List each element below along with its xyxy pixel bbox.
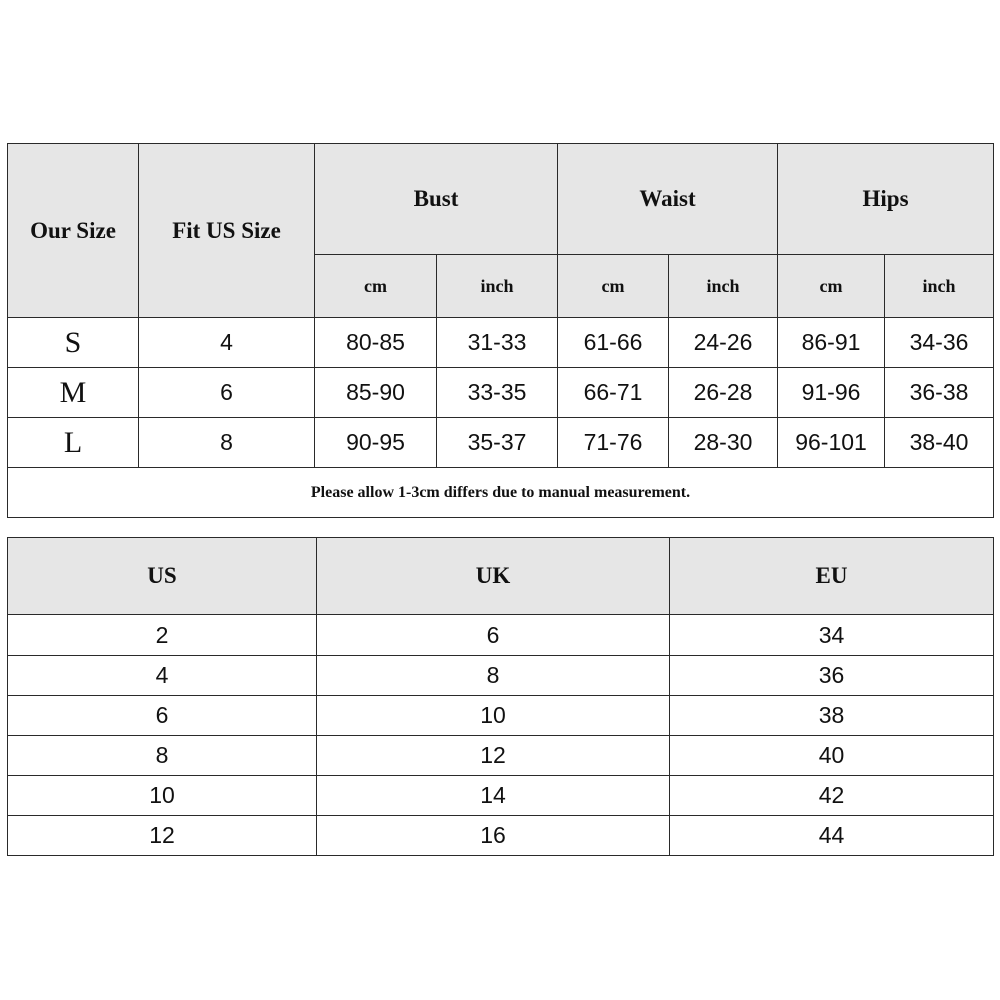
waist-inch-cell: 28-30	[669, 418, 778, 468]
hips-inch-cell: 34-36	[885, 318, 994, 368]
uk-cell: 14	[317, 776, 670, 816]
bust-inch-cell: 33-35	[437, 368, 558, 418]
waist-inch-cell: 26-28	[669, 368, 778, 418]
measurement-note: Please allow 1-3cm differs due to manual measurement.	[8, 468, 994, 518]
header-hips: Hips	[778, 144, 994, 255]
header-waist-cm: cm	[558, 255, 669, 318]
hips-cm-cell: 96-101	[778, 418, 885, 468]
us-cell: 4	[8, 656, 317, 696]
size-chart-table	[7, 143, 994, 518]
table-row	[8, 368, 994, 418]
waist-cm-cell: 71-76	[558, 418, 669, 468]
size-cell: M	[8, 368, 139, 418]
us-cell: 10	[8, 776, 317, 816]
header-waist: Waist	[558, 144, 778, 255]
us-cell: 6	[8, 696, 317, 736]
eu-cell: 36	[670, 656, 994, 696]
eu-cell: 44	[670, 816, 994, 856]
uk-cell: 10	[317, 696, 670, 736]
size-conversion-table	[7, 537, 994, 856]
hips-inch-cell: 36-38	[885, 368, 994, 418]
header-waist-inch: inch	[669, 255, 778, 318]
waist-inch-cell: 24-26	[669, 318, 778, 368]
header-hips-inch: inch	[885, 255, 994, 318]
eu-cell: 42	[670, 776, 994, 816]
uk-cell: 8	[317, 656, 670, 696]
table-row	[8, 418, 994, 468]
us-size-cell: 4	[139, 318, 315, 368]
uk-cell: 16	[317, 816, 670, 856]
table-row	[8, 656, 994, 696]
eu-cell: 40	[670, 736, 994, 776]
us-cell: 2	[8, 615, 317, 656]
header-bust-cm: cm	[315, 255, 437, 318]
bust-cm-cell: 80-85	[315, 318, 437, 368]
uk-cell: 12	[317, 736, 670, 776]
header-eu: EU	[670, 538, 994, 615]
bust-cm-cell: 90-95	[315, 418, 437, 468]
table-row	[8, 318, 994, 368]
header-bust: Bust	[315, 144, 558, 255]
eu-cell: 38	[670, 696, 994, 736]
waist-cm-cell: 61-66	[558, 318, 669, 368]
size-cell: L	[8, 418, 139, 468]
header-fit-us-size: Fit US Size	[139, 144, 315, 318]
hips-cm-cell: 91-96	[778, 368, 885, 418]
table-row	[8, 615, 994, 656]
bust-inch-cell: 31-33	[437, 318, 558, 368]
header-bust-inch: inch	[437, 255, 558, 318]
us-cell: 12	[8, 816, 317, 856]
bust-cm-cell: 85-90	[315, 368, 437, 418]
hips-cm-cell: 86-91	[778, 318, 885, 368]
size-cell: S	[8, 318, 139, 368]
table-row	[8, 736, 994, 776]
uk-cell: 6	[317, 615, 670, 656]
header-uk: UK	[317, 538, 670, 615]
table-row	[8, 776, 994, 816]
bust-inch-cell: 35-37	[437, 418, 558, 468]
header-us: US	[8, 538, 317, 615]
waist-cm-cell: 66-71	[558, 368, 669, 418]
eu-cell: 34	[670, 615, 994, 656]
us-size-cell: 8	[139, 418, 315, 468]
hips-inch-cell: 38-40	[885, 418, 994, 468]
header-our-size: Our Size	[8, 144, 139, 318]
header-hips-cm: cm	[778, 255, 885, 318]
table-row	[8, 816, 994, 856]
us-size-cell: 6	[139, 368, 315, 418]
table-row	[8, 696, 994, 736]
us-cell: 8	[8, 736, 317, 776]
